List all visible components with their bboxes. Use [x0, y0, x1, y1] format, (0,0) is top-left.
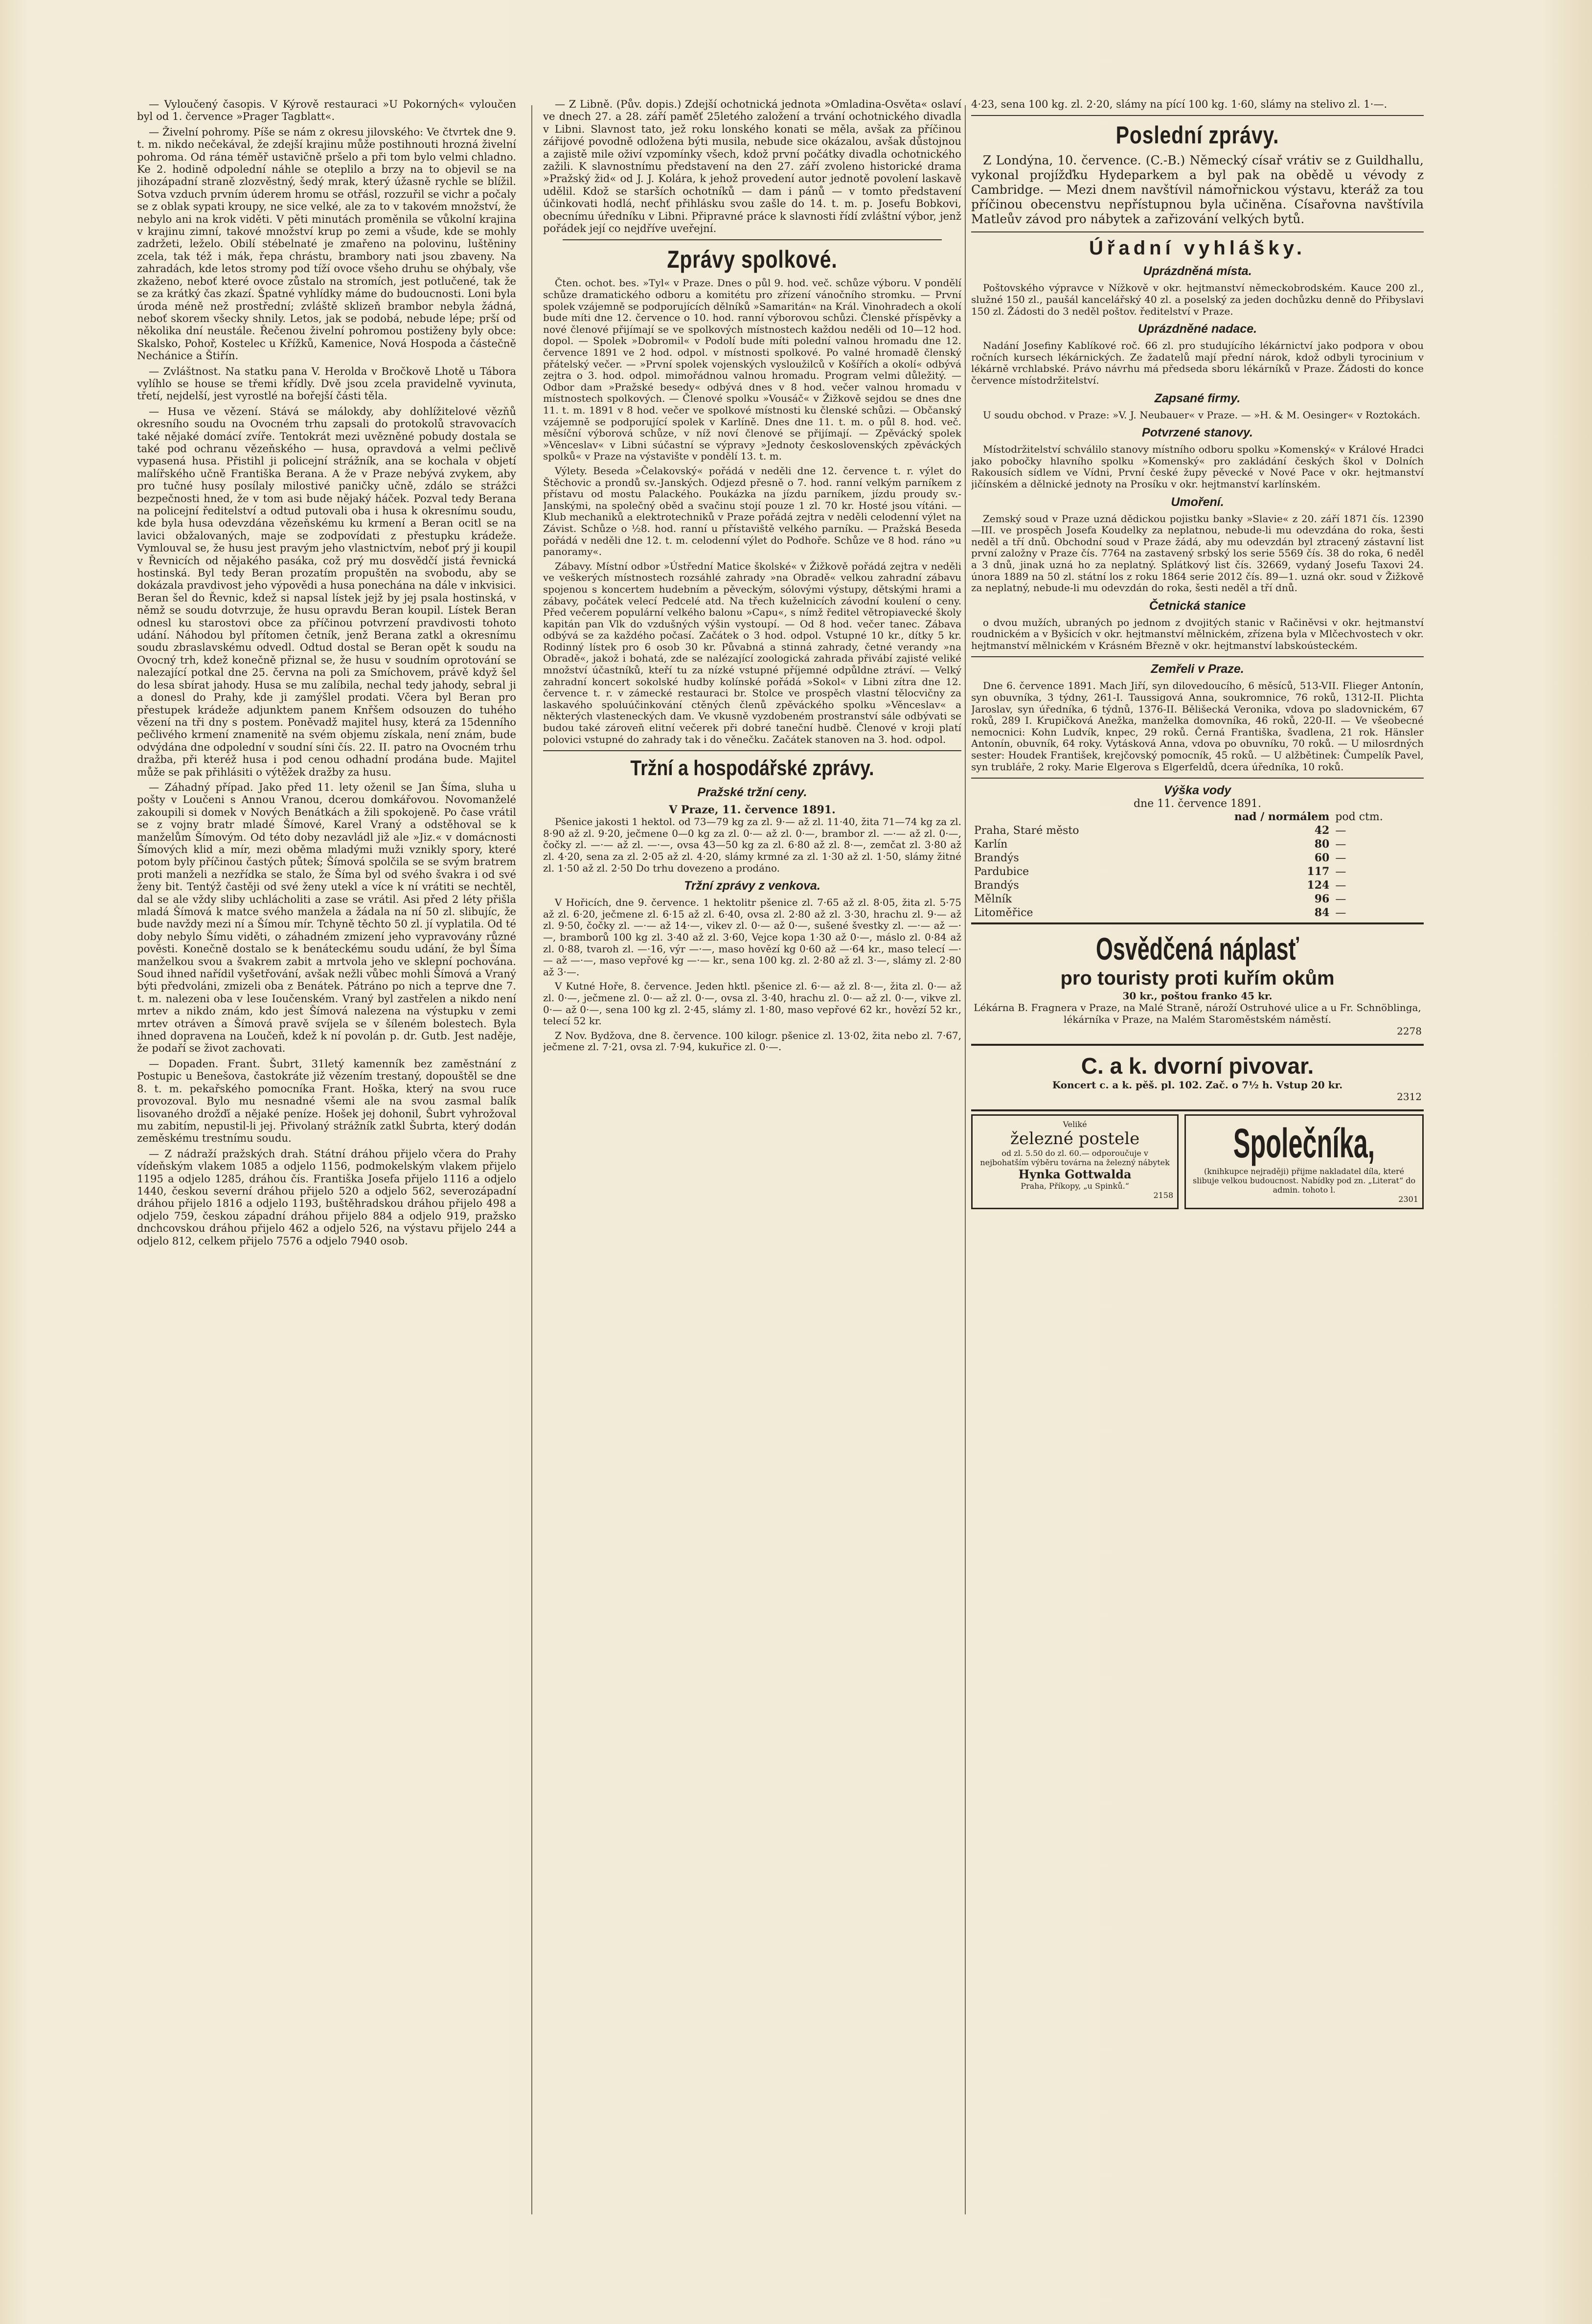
column-3: [971, 98, 1424, 2217]
water-level-table: [971, 810, 1424, 920]
notice-text: o dvou mužích, ubraných po jednom z dvojitých stanic v Račiněvsi v okr. hejtmanství roudnickém a v Byšicích v okr. hejtmanství mělnickém, zřízena byla v Mlčechvostech v okr. hejtmanství mělnickém v Krásném Březně v okr. hejtmanství labskoústeckém.: [971, 616, 1424, 651]
news-item: Z Londýna, 10. července. (C.-B.) Německý císař vrátiv se z Guildhallu, vykonal projížďku Hydeparkem a byl pak na obědě u vévody z Cambridge. — Mezi dnem navštívil námořnickou výstavu, kteráž za tou příčinou obecenstvu nepřístupnou byla učiněna. Císařovna navštívila Matleův závod pro nábytek a zařizování velkých bytů.: [971, 153, 1424, 227]
notice-heading: Uprázdněná místa.: [1143, 264, 1252, 278]
deaths-list: Dne 6. července 1891. Mach Jiří, syn dilovedoucího, 6 měsíců, 513-VII. Flieger Antonín, syn obuvníka, 3 týdny, 261-I. Taussigová Anna, soukromnice, 76 roků, 1312-II. Plichta Jaroslav, syn úředníka, 6 týdnů, 1376-II. Bělišecká Veronika, vdova po sladovnickém, 67 roků, 289 I. Krupičková Anežka, manželka domovníka, 46 roků, 220-II. — Ve všeobecné nemocnici: Kohn Ludvík, knpec, 29 roků. Černá Františka, švadlena, 21 rok. Hänsler Antonín, obuvník, 64 roky. Vytásková Anna, vdova po obuvníku, 70 roků. — U milosrdných sester: Houdek František, krejčovský pomocník, 45 roků. — U alžbětinek: Čumpelík Pavel, syn trubláře, 2 roky. Marie Elgerova s Elgerfeldů, dcera úředníka, 10 roků.: [971, 680, 1424, 773]
column-1: [137, 98, 516, 2212]
ad-headline: C. a k. dvorní pivovar.: [1081, 1053, 1314, 1079]
section-subheading: Pražské tržní ceny.: [697, 785, 807, 800]
advertisement-partner: [1184, 1114, 1424, 1209]
level: 42: [1314, 824, 1330, 837]
below: —: [1335, 851, 1346, 864]
below: —: [1335, 865, 1346, 878]
ad-number: 2301: [1398, 1195, 1418, 1204]
section-heading: Tržní a hospodářské zprávy.: [630, 756, 874, 781]
news-item: — Zvláštnost. Na statku pana V. Herolda v Bročkově Lhotě u Tábora vylíhlo se house se třemi křídly. Dvě jsou zcela pravidelně vyvinuta, třetí, nejdelší, jest vyrostlé na bořejší části těla.: [137, 365, 516, 402]
ad-text: (knihkupce nejraději) přijme nakladatel díla, které slibuje velkou budoucnost. Nabídky pod zn. „Literat“ do admin. tohoto l.: [1193, 1167, 1416, 1195]
station: Brandýs: [974, 851, 1019, 864]
below: —: [1335, 838, 1346, 851]
below: —: [1335, 906, 1346, 919]
ad-row: [971, 1114, 1424, 1209]
station: Karlín: [974, 838, 1008, 851]
station: Mělník: [974, 893, 1012, 905]
header-normalem: normálem: [1268, 810, 1330, 824]
station: Litoměřice: [974, 906, 1033, 919]
market-prices: V Kutné Hoře, 8. července. Jeden hktl. pšenice zl. 6·— až zl. 8·—, žita zl. 0·— až zl. 0·—, ječmene zl. 0·— až zl. 0·—, ovsa zl. 3·40, hrachu zl. 0·— až zl. 0·—, vikve zl. 0·— až 0·—, sena 100 kg zl. 2·45, slámy zl. 1·80, maso vepřové 62 kr., hovězí 52 kr., telecí 52 kr.: [543, 980, 961, 1027]
ad-address: Lékárna B. Fragnera v Praze, na Malé Straně, nároží Ostruhové ulice a u Fr. Schnöblinga, lékárníka v Praze, na Malém Staroměstském náměstí.: [974, 1002, 1421, 1026]
section-heading: Úřadní vyhlášky.: [1089, 237, 1306, 259]
notice-text: Zemský soud v Praze uzná dědickou pojistku banky »Slavie« z 20. září 1871 čís. 12390—III. ve prospěch Josefa Koudelky za neplatnou, nebude-li mu odevzdána do roka, šesti neděl a tří dnů. Obchodní soud v Praze žádá, aby mu odevzdán byl ztracený zástavní list první založny v Praze čís. 7764 na zastavený srbský los serie 5569 čís. 38 do roka, 6 neděl a 3 dnů, jinak uzná ho za neplatný. Splátkový list čís. 32669, vydaný Josefu Taxovi 24. února 1889 na 50 zl. státní los z roku 1864 serie 2012 čís. 89—1. uzná okr. soud v Žižkově za neplatný, nebude-li mu odevzdán do roka, šesti neděl a tří dnů.: [971, 512, 1424, 594]
dateline: V Praze, 11. července 1891.: [669, 804, 836, 817]
notice-heading: Potvrzené stanovy.: [1142, 426, 1253, 440]
divider: [971, 1044, 1424, 1046]
news-item: — Dopaden. Frant. Šubrt, 31letý kamenník bez zaměstnání z Postupic u Benešova, častokráte již vězením trestaný, dopouštěl se dne 8. t. m. pekařského pomocníka Frant. Hoška, který na svou ruce provozoval. Bylo mu nesnadné všemi ale na svou zasmal balík lisovaného drožďí a nějaké peníze. Hošek jej dohonil, Šubrt vyhrožoval mu zabitím, nepustil-li jej. Přivolaný strážník zatkl Šubrta, který dodán zeměskému trestnímu soudu.: [137, 1057, 516, 1145]
market-prices: 4·23, sena 100 kg. zl. 2·20, slámy na pící 100 kg. 1·60, slámy na stelivo zl. 1·—.: [971, 98, 1387, 110]
ad-number: 2278: [1397, 1025, 1422, 1037]
water-level-date: dne 11. července 1891.: [1133, 798, 1262, 810]
divider: [543, 750, 961, 751]
table-row: [971, 851, 1424, 865]
table-row: [971, 878, 1424, 892]
ad-kicker: Veliké: [1063, 1120, 1087, 1129]
notice-heading: Zapsané firmy.: [1154, 391, 1241, 405]
news-item: Čten. ochot. bes. »Tyl« v Praze. Dnes o půl 9. hod. več. schůze výboru. V pondělí schůze dramatického odboru a komitétu pro zřízení vánočního stromku. — První spolek vzájemně se podporujících dělníků »Samaritán« na Král. Vinohradech a okolí bude míti dne 12. července o 10. hod. ranní výborovou schůzi. Členské příspěvky a nové členové přijímají se ve spolkových místnostech každou neděli od 10—12 hod. dopol. — Spolek »Dobromil« v Podolí bude míti polední valnou hromadu dne 12. července 1891 ve 2 hod. odpol. v místnosti spolkové. Po valné hromadě členský přátelský večer. — »První spolek vojenských vysloužilců v Košířích a okolí« odbývá zejtra o 3. hod. odpol. mimořádnou valnou hromadu. Program velmi důležitý. — Odbor dam »Pražské besedy« odbývá dnes v 8 hod. večer valnou hromadu v místnostech spolkových. — Členové spolku »Vousáč« v Žižkově sejdou se dnes dne 11. t. m. 1891 v 8 hod. večer ve spolkové místnosti ku členské schůzi. — Občanský vzájemně se podporující spolek v Karlíně. Dnes dne 11. t. m. o půl 8. hod. več. měsíční výborová schůze, v níž noví členové se přijímají. — Zpěvácký spolek »Věnceslav« v Libni súčastní se výpravy »Jednoty československých zpěváckých spolků« v Praze na výstavište v pondělí 13. t. m.: [543, 277, 961, 462]
level: 124: [1307, 879, 1330, 892]
ad-text: Koncert c. a k. pěš. pl. 102. Zač. o 7½ h. Vstup 20 kr.: [1052, 1079, 1343, 1091]
section-heading: Poslední zprávy.: [1115, 121, 1279, 149]
notice-text: Poštovského výpravce v Nížkově v okr. hejtmanství německobrodském. Kauce 200 zl., služné 150 zl., paušál kancelářský 40 zl. a poselský za jeden dochůzku denně do Přibyslavi 150 zl. Žádosti do 3 neděl poštov. ředitelství v Praze.: [971, 282, 1424, 317]
ad-number: 2312: [1397, 1091, 1422, 1103]
news-item: — Husa ve vězení. Stává se málokdy, aby dohlížitelové vězňů okresního soudu na Ovocném trhu zapsali do protokolů stravovacích také nějaké domácí zvíře. Tentokrát mezi uvězněné pobudy dostala se také pod ochranu vězeňského — husa, opravdová a velmi pečlivě vypasená husa. Přistihl ji policejní strážník, ana se kochala v objetí malířského učně Františka Berana. A že v Praze nebývá zvykem, aby pro tučné husy posílaly milostivé paničky učně, zdálo se strážci bezpečnosti hned, že v tom asi bude nějaký háček. Pozval tedy Berana na policejní ředitelství a odtud putovali oba i husa k okresnímu soudu, kde byla husa odevzdána vězeňskému ku krmení a Beran ocitl se na lavici obžalovaných, maje se zodpovídati z přestupku krádeže. Vymlouval se, že husu jest pravým jeho vlastnictvím, neboť prý ji koupil v Řevnicích od nějakého pasáka, což prý mu dosvědčí jistá řevnická hostinská. Byl tedy Beran prozatím propuštěn na svobodu, aby se dokázala pravdivost jeho výpovědi a husa ponechána na dále v inkvisici. Beran šel do Řevnic, kdež si napsal lístek jejž by jej psala hostinská, v němž se soudu dotvrzuje, že husu opravdu Beran koupil. Lístek Beran odnesl ku starostovi obce za příčinou potvrzení pravdivosti tohoto udání. Náhodou byl přítomen četník, jenž Berana zatkl a okresnímu soudu zbraslavskému odvedl. Odtud dostal se Beran opět k soudu na Ovocný trh, kdež konečně přiznal se, že husu v soudním oprotování se nalezající potkal dne 25. června na poli za Smíchovem, právě když šel do lesa sbírat jahody. Husa se mu zalíbila, nechal tedy jahody, sebral ji a donesl do Prahy, kde ji zamýšlel prodati. Včera byl Beran pro přestupek krádeže adjunktem panem Knřšem odsouzen do tuhého vězení na tři dny s postem. Poněvadž majitel husy, která za 15denního pečlivého krmení znamenitě na svém objemu získala, není znám, bude odvýdána dne odpolední v soudní síni čís. 22. II. patro na Ovocném trhu dražba, při kteréž husa i pod cenou odhadní prodána bude. Majitel může se pak přihlásiti o výtěžek dražby za husu.: [137, 405, 516, 778]
below: —: [1335, 893, 1346, 905]
divider: [971, 778, 1424, 779]
table-row: [971, 865, 1424, 878]
station: Pardubice: [974, 865, 1029, 878]
divider: [563, 239, 942, 240]
level: 117: [1307, 865, 1330, 878]
level: 84: [1314, 906, 1330, 920]
table-header-row: [971, 810, 1424, 824]
ad-price: 30 kr., poštou franko 45 kr.: [1122, 990, 1273, 1002]
table-row: [971, 824, 1424, 837]
table-row: [971, 906, 1424, 920]
level: 96: [1314, 893, 1330, 906]
ad-subheadline: pro touristy proti kuřím okům: [1060, 967, 1335, 989]
market-prices: Pšenice jakosti 1 hektol. od 73—79 kg za zl. 9·— až zl. 11·40, žita 71—74 kg za zl. 8·90 až zl. 9·20, ječmene 0—0 kg za zl. 0·— až zl. 0·—, brambor zl. —·— až zl. 0·—, čočky zl. —·— až zl. —·—, ovsa 43—50 kg za zl. 6·80 až zl. 8·—, zemčat zl. 3·80 až zl. 4·20, sena za zl. 2·05 až zl. 4·20, slámy krmné za zl. 1·30 až zl. 1·50, slámy žitné zl. 1·50 až zl. 2·50 Do trhu dovezeno a prodáno.: [543, 816, 961, 874]
column-header: [1332, 810, 1424, 824]
advertisement-plaster: [971, 929, 1424, 1039]
divider: [971, 115, 1424, 116]
ad-text: od zl. 5.50 do zl. 60.— odporoučuje v nejbohatším výběru továrna na železný nábytek: [980, 1149, 1170, 1168]
news-item: — Z nádraží pražských drah. Státní dráhou přijelo včera do Prahy vídeňským vlakem 1085 a odjelo 1156, podmokelským vlakem přijelo 1195 a odjelo 1285, dráhou čís. Františka Josefa přijelo 1116 a odjelo 1440, českou severní dráhou přijelo 520 a odjelo 562, severozápadní dráhou přijelo 1816 a odjelo 1193, buštěhradskou dráhou přijelo 498 a odjelo 759, českou západní dráhou přijelo 884 a odjelo 919, pražsko dnchcovskou dráhou přijelo 462 a odjelo 526, na výstavu přijelo 244 a odjelo 812, celkem přijelo 7576 a odjelo 7940 osob.: [137, 1147, 516, 1247]
divider: [971, 922, 1424, 924]
level: 80: [1314, 838, 1330, 851]
advertisement-beds: [971, 1114, 1179, 1209]
ad-headline: železné postele: [1010, 1129, 1140, 1149]
station: Praha, Staré město: [974, 824, 1079, 837]
level: 60: [1314, 851, 1330, 865]
section-heading: Zemřeli v Praze.: [1151, 662, 1244, 676]
divider: [971, 1109, 1424, 1111]
water-level-title: Výška vody: [1163, 783, 1231, 798]
table-row: [971, 837, 1424, 851]
ad-headline: Osvědčená náplasť: [1096, 931, 1299, 967]
market-prices: V Hořicích, dne 9. července. 1 hektolitr pšenice zl. 7·65 až zl. 8·05, žita zl. 5·75 až zl. 6·20, ječmene zl. 6·15 až zl. 6·40, ovsa zl. 2·80 až zl. 3·30, hrachu zl. 9·— až zl. 9·50, čočky zl. —·— až 14·—, vikev zl. 0·— až 0·—, sušené švestky zl. —·— až —·—, bramborů 100 kg zl. 3·40 až zl. 3·60, Vejce kopa 1·30 až 0·—, máslo zl. 0·84 až zl. 0·88, tvaroh zl. —·16, výr —·—, maso hovězí kg 0·60 až —·64 kr., maso telecí —·— až —·—, maso vepřové kg —·— kr., sena 100 kg. zl. 2·80 až zl. 3·—, slámy zl. 2·80 až 3·—.: [543, 897, 961, 978]
divider: [971, 231, 1424, 232]
header-nad: nad: [1234, 810, 1257, 824]
notice-text: U soudu obchod. v Praze: »V. J. Neubauer« v Praze. — »H. & M. Oesinger« v Roztokách.: [983, 409, 1421, 421]
header-pod: pod: [1335, 810, 1356, 823]
below: —: [1335, 879, 1346, 892]
below: —: [1335, 824, 1346, 837]
station: Brandýs: [974, 879, 1019, 892]
ad-address: Praha, Příkopy, „u Spinků.“: [1021, 1181, 1129, 1191]
notice-text: Nadání Josefiny Kablíkové roč. 66 zl. pro studujícího lékárnictví jako podpora v obou ročních kursech lékárnických. Ze žadatelů mají přední nárok, kdož odbyli tyrocinium v lékárně vrchlabské. Právo návrhu má předseda sboru lékárníků v Praze. Žádosti do konce července místodržitelství.: [971, 340, 1424, 386]
news-item: Výlety. Beseda »Čelakovský« pořádá v neděli dne 12. července t. r. výlet do Štěchovic a prondů sv.-Janských. Odjezd přesně o 7. hod. ranní velkým parníkem z přístavu od mostu Palackého. Poukázka na jízdu parníkem, jízdu proudy sv.-Janskými, na společný oběd a svačinu stojí pouze 1 zl. 70 kr. Hosté jsou vítáni. — Klub mechaniků a elektrotechniků v Praze pořádá zejtra v neděli celodenní výlet na Závist. Schůze o ½8. hod. ranní u přístaviště velkého parníku. — Pražská Beseda pořádá v neděli dne 12. t. m. celodenní výlet do Podhoře. Schůze ve 8 hod. ráno »u panoramy«.: [543, 464, 961, 558]
notice-heading: Uprázdněné nadace.: [1137, 322, 1257, 336]
column-2: [543, 98, 961, 2217]
notice-text: Místodržitelství schválilo stanovy místního odboru spolku »Komenský« v Králové Hradci jako pobočky hlavního spolku »Komenský« pro zakládání českých škol v Dolních Rakousích sídlem ve Vídni, První české župy pěvecké v Nové Pace v okr. hejtmanství jičínském a dělnické jednoty na Prosíku v okr. hejtmanství karlínském.: [971, 443, 1424, 490]
table-row: [971, 892, 1424, 906]
advertisement-brewery: [971, 1051, 1424, 1104]
ad-number: 2158: [1153, 1191, 1174, 1200]
notice-heading: Četnická stanice: [1149, 598, 1246, 613]
news-item: Zábavy. Místní odbor »Ústřední Matice školské« v Žižkově pořádá zejtra v neděli ve veškerých místnostech rozsáhlé zahrady »na Obradě« velkou zahradní zábavu spojenou s koncertem hudebním a pěveckým, sólovými výstupy, dětskými hrami a zábavy, počátek velecí Pedcelé atd. Na třech kuželnicích závodní koulení o ceny. Před večerem populární velkého balonu »Capu«, s nímž ředitel větropiavecké školy kapitán pan Vlk do vzdušných výšin vystoupí. — Od 8 hod. večer tanec. Zábava odbývá se za každého počasí. Začátek o 3 hod. odpol. Vstupné 10 kr., dítky 5 kr. Rodinný lístek pro 6 osob 30 kr. Půvabná a stinná zahrady, četné verandy »na Obradě«, jakož i bohatá, zde se nalézající zoologická zahrada přivábí zajisté veliké množství účastníků, kteří tu za nízké vstupné příjemné odpůldne ztráví. — Velký zahradní koncert sokolské hudby kolínské pořádá »Sokol« v Libni zítra dne 12. července t. r. v zámecké restauraci br. Stolce ve prospěch vlastní tělocvičny za laskavého spoluúčinkování ctěných členů zpěváckého spolku »Věnceslav« a některých vlasteneckých dam. Ve vkusně vyzdobeném prostranství sále odbývati se budou také zároveň elitní večerek při dobré taneční hudbě. Členové v kroji platí polovici vstupné do zahrady tak i do věnečku. Začátek stanoven na 3. hod. odpol.: [543, 560, 961, 745]
section-heading: Zprávy spolkové.: [667, 246, 838, 274]
notice-heading: Umoření.: [1171, 495, 1224, 509]
ad-headline: Společníka,: [1233, 1120, 1375, 1167]
header-ctm: ctm.: [1359, 810, 1383, 823]
column-rule: [531, 105, 532, 2214]
market-prices: Z Nov. Bydžova, dne 8. července. 100 kilogr. pšenice zl. 13·02, žita nebo zl. 7·67, ječmene zl. 7·21, ovsa zl. 7·94, kukuřice zl. 0·—.: [543, 1029, 961, 1053]
news-item: — Vyloučený časopis. V Kýrově restauraci »U Pokorných« vyloučen byl od 1. července »Prager Tagblatt«.: [137, 98, 516, 123]
section-subheading: Tržní zprávy z venkova.: [684, 879, 820, 893]
news-item: — Živelní pohromy. Píše se nám z okresu jilovského: Ve čtvrtek dne 9. t. m. nikdo nečekával, že zdejší krajinu může postihnouti hrozná živelní pohroma. Od rána téměř ustavičně pršelo a při tom bylo velmi chladno. Ke 2. hodině odpolední náhle se oteplilo a brzy na to objevil se na jihozápadní straně zlozvěstný, šedý mrak, který úžasně rychle se blížil. Sotva vzduch prvním úderem hromu se otřásl, rozzuřil se vichr a počaly se z oblak sypati kroupy, ne sice velké, ale za to v takovém množství, že nebylo ani na krok viděti. V pěti minutách proměnila se vůkolní krajina v krajinu zimní, takové množství krup po zemi a všude, kde se mohly zadržeti, leželo. Obilí stébelnaté je zmařeno na polovinu, luštěniny zcela, tak též i mák, řepa chrástu, brambory nati jsou zbaveny. Na zahradách, kde letos stromy pod tíží ovoce všeho druhu se ohýbaly, vše zkaženo, neboť které ovoce zůstalo na stromích, jest potlučené, tak že se za krátký čas zkazí. Špatné vyhlídky máme do budoucnosti. Loni byla úroda méně než prostřední; zvláště sklizeň brambor nebyla žádná, neboť skorem všecky shnily. Letos, jak se podobá, nebude lépe; prší od několika dní neustále. Řečenou živelní pohromou postiženy byly obce: Skalsko, Pohoř, Kostelec u Křížků, Kamenice, Nová Hospoda a částečně Nechánice a Štiřín.: [137, 125, 516, 362]
column-rule: [965, 105, 966, 2214]
ad-company: Hynka Gottwalda: [1018, 1167, 1132, 1182]
column-header: nad / normálem: [1234, 810, 1330, 824]
news-item: — Z Libně. (Pův. dopis.) Zdejší ochotnická jednota »Omladina-Osvěta« oslaví ve dnech 27. a 28. září paměť 25letého založení a trvání ochotnického divadla v Libni. Slavnost tato, jež roku lonského konati se měla, avšak za příčinou zářijové povodně odložena býti musila, nebude sice okázalou, avšak důstojnou a zajistě mile oživí vzpomínky všech, kdož první počátky divadla ochotnického zažili. K slavnostnímu představení na den 27. září zvoleno historické drama »Pražský žid« od J. J. Kolára, k jehož provedení autor jednotě povolení laskavě udělil. Kdož se starších ochotníků — dam i pánů — v tomto představení účinkovati hodlá, nechť přihlásku svou zašle do 14. t. m. p. Josefu Bobkovi, obecnímu úředníku v Libni. Připravné práce k slavnosti řídí zvláštní výbor, jenž pořádek její co nejdříve uveřejní.: [543, 98, 961, 235]
news-item: — Záhadný případ. Jako před 11. lety oženil se Jan Šíma, sluha u pošty v Loučeni s Annou Vranou, dcerou domkářovou. Novomanželé zakoupili si domek v Nových Benátkách a žili spokojeně. Po čase vrátil se z vojny bratr mladé Šímové, Karel Vraný a odstěhoval se k manželům Šímovým. Od této doby nezavládl již ale »Jiz.« v domácnosti Šímových klid a mír, mezi oběma mladými muži vznikly spory, které potom byly příčinou častých půtek; Šímová spolčila se se svým bratrem proti manželi a nezřídka se stalo, že Šíma byl od svého švakra i od své ženy bit. Tentýž častěji od své ženy utekl a více k ní vrátiti se nechtěl, dal se ale vždy sliby uchlácholiti a zase se vrátil. Asi před 2 léty přišla mladá Šímová k matce svého manžela a žádala na ní 50 zl. slibujíc, že bude navždy mezi ní a Šímou mír. Tchyně těchto 50 zl. jí vyplatila. Od té doby nebylo Šímu viděti, o záhadném zmizení jeho vypravovány různé pověsti. Konečně dostalo se k benáteckému soudu udání, že byl Šíma manželkou svou a švakrem zabit a mrtvola jeho ve sklepní pochována. Soud ihned nařídil vyšetřování, avšak nežli vůbec mohli Šímová a Vraný býti předvoláni, zmizeli oba z Benátek. Pátráno po nich a teprve dne 7. t. m. nalezeni oba v lese Ioučenském. Vraný byl zastřelen a nikdo není mrtev a nikdo znám, kdo jest Šímová nalezena na výstupku v zemi mrtev otráven a Šímová pravě svíjela se v šíleném bolestech. Byla ihned dopravena na Loučeň, kdež k ní povolán p. dr. Gutb. Jest naděje, že podaří se život zachovati.: [137, 781, 516, 1055]
divider: [971, 656, 1424, 657]
